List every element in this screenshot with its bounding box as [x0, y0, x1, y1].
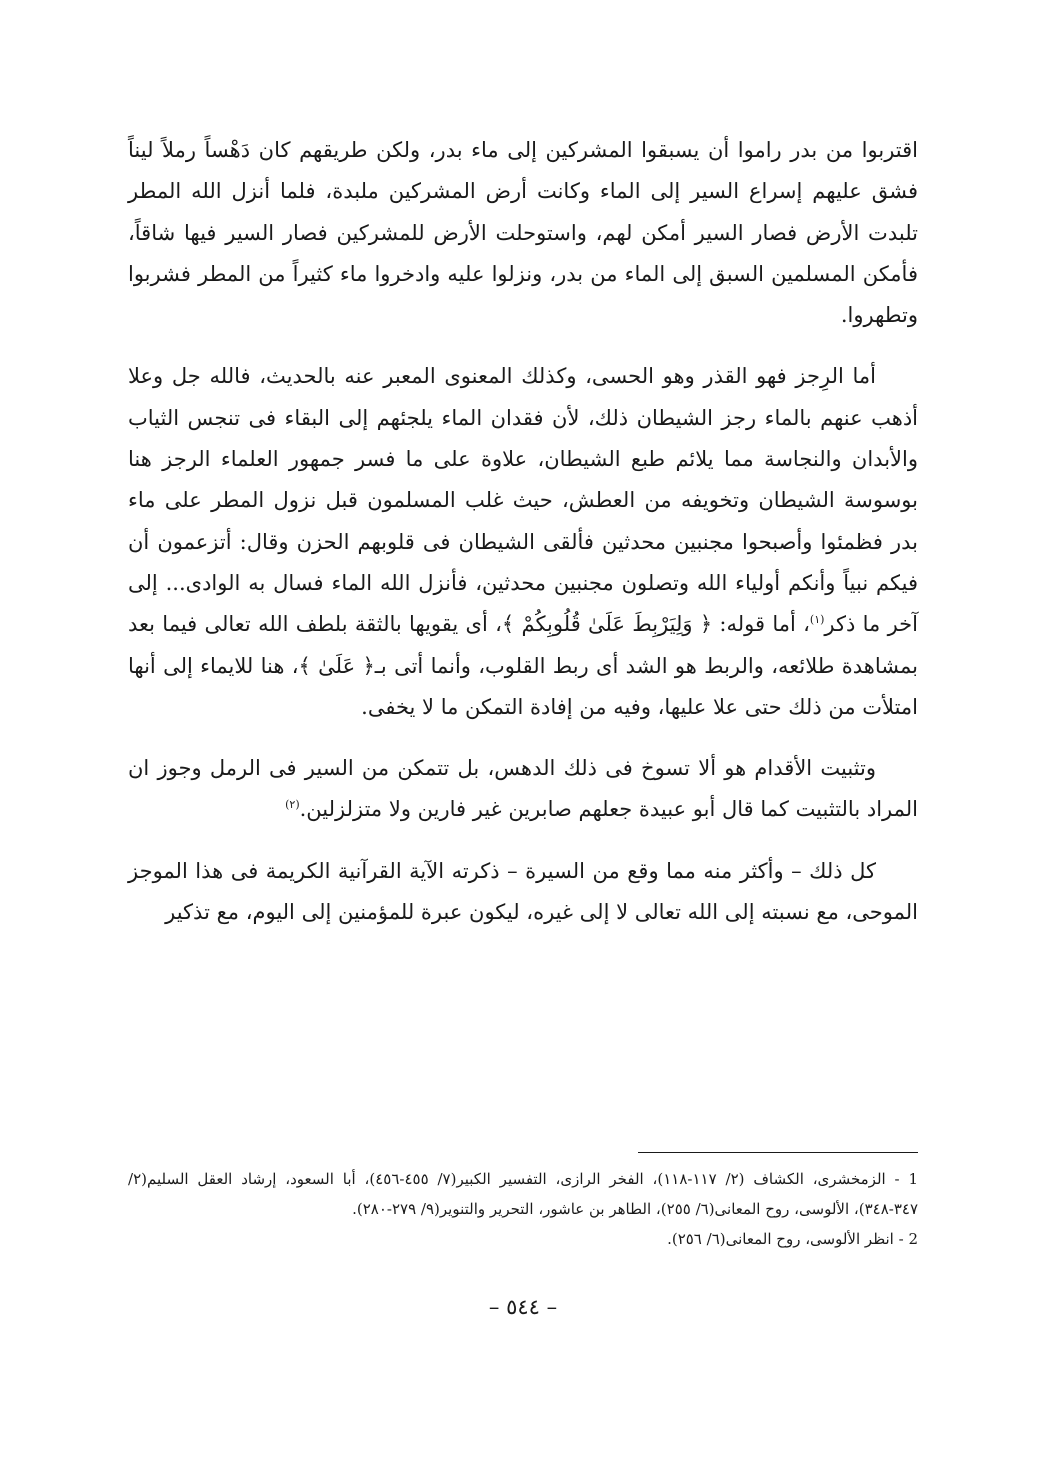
document-page — [128, 0, 918, 1477]
paragraph-4-text: كل ذلك – وأكثر منه مما وقع من السيرة – ذكرته الآية القرآنية الكريمة فى هذا الموجز الموحى، مع نسبته إلى الله تعالى لا إلى غيره، ليكون عبرة للمؤمنين إلى اليوم، مع تذكير — [128, 858, 918, 925]
paragraph-1 — [128, 130, 918, 336]
footnote-ref-1: (١) — [809, 613, 825, 627]
paragraph-2-text-part2: ، أما قوله: ﴿ وَلِيَرْبِطَ عَلَىٰ قُلُوبِكُمْ ﴾، أى يقويها بالثقة بلطف الله تعالى فيما بعد بمشاهدة طلائعه، والربط هو الشد أى ربط القلوب، وأنما أتى بـ﴿ عَلَىٰ ﴾، هنا للايماء إلى أنها امتلأت من ذلك حتى علا عليها، وفيه من إفادة التمكن ما لا يخفى. — [128, 612, 918, 719]
footnote-1: 1 - الزمخشرى، الكشاف (٢/ ١١٧-١١٨)، الفخر الرازى، التفسير الكبير(٧/ ٤٥٥-٤٥٦)، أبا السعود، إرشاد العقل السليم(٢/ ٣٤٧-٣٤٨)، الألوسى، روح المعانى(٦/ ٢٥٥)، الطاهر بن عاشور، التحرير والتنوير(٩/ ٢٧٩-٢٨٠). — [128, 1170, 919, 1218]
footnotes — [128, 1164, 918, 1254]
main-text — [128, 130, 918, 953]
footnote-divider — [638, 1152, 918, 1153]
paragraph-3-text: وتثبيت الأقدام هو ألا تسوخ فى ذلك الدهس، بل تتمكن من السير فى الرمل وجوز ان المراد بالتثبيت كما قال أبو عبيدة جعلهم صابرين غير فارين ولا متزلزلين. — [128, 756, 918, 822]
page-number: – ٥٤٤ – — [488, 1295, 558, 1319]
paragraph-4 — [128, 851, 918, 934]
footnote-2: 2 - انظر الألوسى، روح المعانى(٦/ ٢٥٦). — [667, 1230, 918, 1248]
paragraph-1-text: اقتربوا من بدر راموا أن يسبقوا المشركين إلى ماء بدر، ولكن طريقهم كان دَهْساً رملاً ليناً فشق عليهم إسراع السير إلى الماء وكانت أرض المشركين ملبدة، فلما أنزل الله المطر تلبدت الأرض فصار السير أمكن لهم، واستوحلت الأرض للمشركين فصار السير فيها شاقاً، فأمكن المسلمين السبق إلى الماء من بدر، ونزلوا عليه وادخروا ماء كثيراً من المطر فشربوا وتطهروا. — [128, 138, 918, 328]
paragraph-2-text-part1: أما الرِجز فهو القذر وهو الحسى، وكذلك المعنوى المعبر عنه بالحديث، فالله جل وعلا أذهب عنهم بالماء رجز الشيطان ذلك، لأن فقدان الماء يلجئهم إلى البقاء فى تنجس الثياب والأبدان والنجاسة مما يلائم طبع الشيطان، علاوة على ما فسر جمهور العلماء الرجز هنا بوسوسة الشيطان وتخويفه من العطش، حيث غلب المسلمون قبل نزول المطر على ماء بدر فظمئوا وأصبحوا مجنبين محدثين فألقى الشيطان فى قلوبهم الحزن وقال: أتزعمون أن فيكم نبياً وأنكم أولياء الله وتصلون مجنبين محدثين، فأنزل الله الماء فسال به الوادى... إلى آخر ما ذكر — [128, 364, 918, 637]
paragraph-3 — [128, 748, 918, 831]
footnote-ref-2: (٢) — [285, 798, 300, 812]
paragraph-2 — [128, 356, 918, 728]
